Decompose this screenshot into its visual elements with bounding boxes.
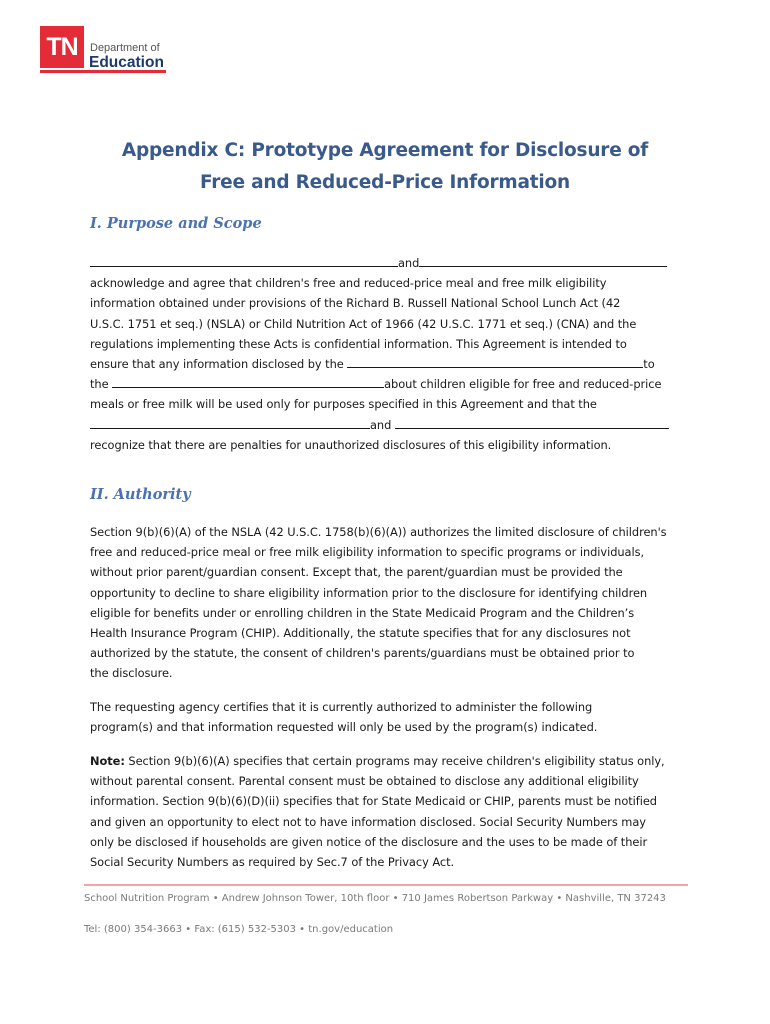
tn-logo-badge: TN [40,26,84,68]
note-line: only be disclosed if households are given notice of the disclosure and the uses to be made of their [90,834,648,849]
note-paragraph [90,751,676,872]
authority-line: the disclosure. [90,666,173,681]
page-title-line-2: Free and Reduced-Price Information [199,172,571,193]
authority-line: Health Insurance Program (CHIP). Additionally, the statute specifies that for any disclosures not [90,625,631,640]
page-title-line-1: Appendix C: Prototype Agreement for Disclosure of [121,140,649,161]
fill-in-blank[interactable] [90,416,370,429]
note-line: Note: Section 9(b)(6)(A) specifies that certain programs may receive children's eligibility status only, [90,754,665,768]
fill-in-blank[interactable] [347,355,643,368]
fill-in-blank[interactable] [90,254,398,267]
purpose-line: ensure that any information disclosed by the to [90,356,655,371]
purpose-line: and [90,253,676,273]
fill-in-blank[interactable] [419,254,667,267]
purpose-paragraph [90,253,676,455]
authority-line: Section 9(b)(6)(A) of the NSLA (42 U.S.C. 1758(b)(6)(A)) authorizes the limited disclosure of children's [90,525,667,539]
fill-in-blank[interactable] [395,416,669,429]
note-line: and given an opportunity to elect not to have information disclosed. Social Security Numbers may [90,814,646,829]
authority-line: free and reduced-price meal or free milk eligibility information to specific programs or individuals, [90,545,645,560]
purpose-line: meals or free milk will be used only for purposes specified in this Agreement and that the [90,397,597,412]
fill-in-blank[interactable] [112,375,384,388]
purpose-line: information obtained under provisions of the Richard B. Russell National School Lunch Act (42 [90,296,621,311]
authority-paragraph-2 [90,697,676,737]
authority-line: authorized by the statute, the consent of children's parents/guardians must be obtained prior to [90,646,635,661]
purpose-line: regulations implementing these Acts is confidential information. This Agreement is intended to [90,336,627,351]
note-label: Note: [90,754,125,768]
note-line: Social Security Numbers as required by Sec.7 of the Privacy Act. [90,854,455,869]
logo-education-text: Education [89,54,164,71]
footer-address: School Nutrition Program • Andrew Johnson Tower, 10th floor • 710 James Robertson Parkway • Nashville, TN 37243 [84,893,666,904]
section-heading-purpose: I. Purpose and Scope [90,215,262,232]
note-line: without parental consent. Parental consent must be obtained to disclose any additional eligibility [90,774,639,789]
note-line: information. Section 9(b)(6)(D)(ii) specifies that for State Medicaid or CHIP, parents must be notified [90,794,657,809]
logo-department-text: Department of [90,42,160,54]
authority-line: eligible for benefits under or enrolling children in the State Medicaid Program and the Children’s [90,605,635,620]
authority-line: program(s) and that information requested will only be used by the program(s) indicated. [90,720,598,735]
purpose-line: U.S.C. 1751 et seq.) (NSLA) or Child Nutrition Act of 1966 (42 U.S.C. 1771 et seq.) (CNA) and the [90,316,637,331]
authority-line: opportunity to decline to share eligibility information prior to the disclosure for identifying children [90,585,648,600]
authority-line: The requesting agency certifies that it is currently authorized to administer the following [90,700,593,714]
purpose-line: acknowledge and agree that children's free and reduced-price meal and free milk eligibility [90,276,607,291]
purpose-line: the about children eligible for free and reduced-price [90,377,662,392]
authority-paragraph-1 [90,522,676,684]
purpose-line: recognize that there are penalties for unauthorized disclosures of this eligibility information. [90,437,612,452]
footer-divider [84,884,688,886]
authority-line: without prior parent/guardian consent. Except that, the parent/guardian must be provided the [90,565,623,580]
footer-contact: Tel: (800) 354-3663 • Fax: (615) 532-5303 • tn.gov/education [84,924,394,935]
purpose-line: and [90,415,676,435]
section-heading-authority: II. Authority [90,486,191,503]
